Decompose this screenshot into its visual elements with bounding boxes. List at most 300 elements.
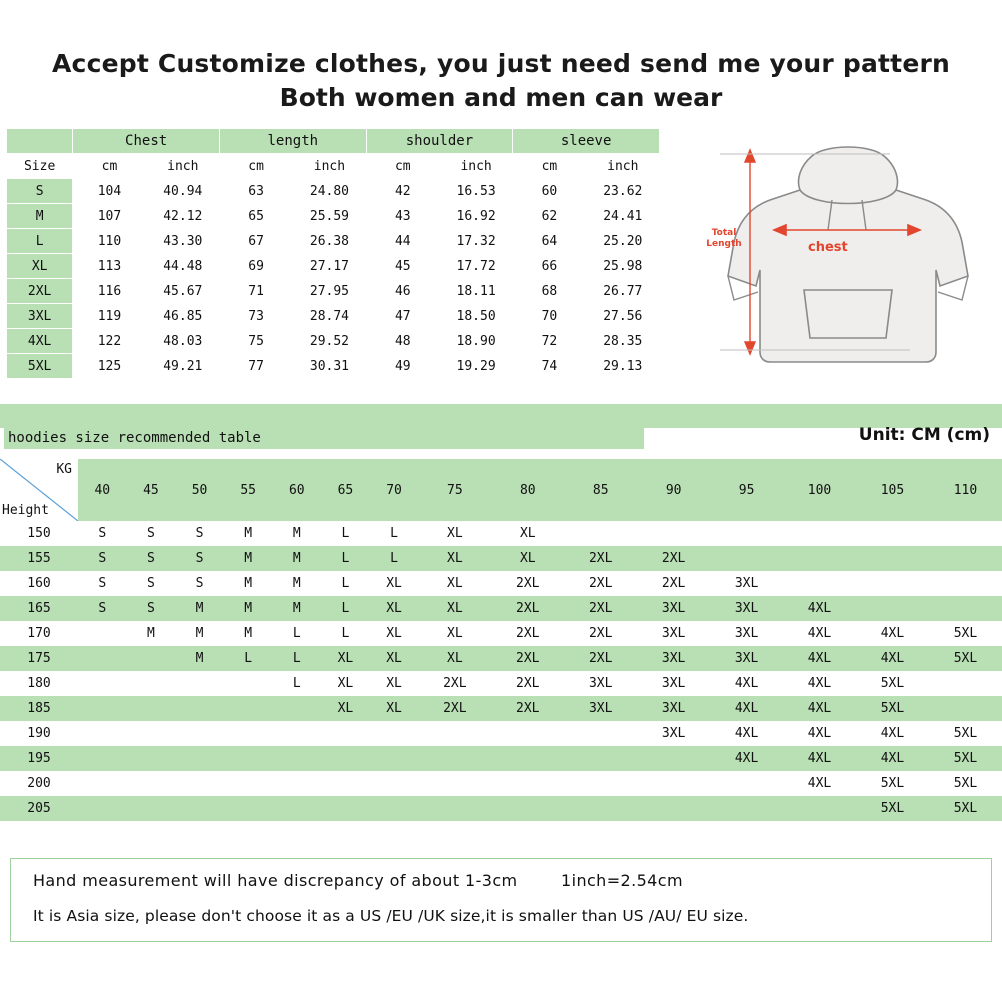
- size-recommend-cell: 4XL: [710, 671, 783, 696]
- recommend-row: [0, 721, 1002, 746]
- size-recommend-cell: 4XL: [710, 721, 783, 746]
- size-recommend-cell: 5XL: [856, 671, 929, 696]
- weight-header-cell: 105: [856, 459, 929, 521]
- size-recommend-cell: 2XL: [418, 671, 491, 696]
- size-recommend-cell: 5XL: [856, 796, 929, 821]
- size-recommend-cell: 3XL: [637, 671, 710, 696]
- size-recommend-cell: M: [273, 521, 322, 546]
- size-recommend-cell: M: [273, 596, 322, 621]
- measure-cell: 19.29: [439, 354, 512, 379]
- measure-cell: 49: [366, 354, 439, 379]
- size-recommend-cell: [491, 771, 564, 796]
- header-shoulder-cm: cm: [366, 154, 439, 179]
- size-recommend-cell: [418, 746, 491, 771]
- group-header-blank: [7, 129, 73, 154]
- inch-conversion-text: 1inch=2.54cm: [561, 871, 683, 890]
- size-recommend-cell: XL: [418, 571, 491, 596]
- size-recommend-cell: [273, 696, 322, 721]
- size-recommend-cell: L: [273, 646, 322, 671]
- size-recommend-cell: L: [321, 521, 370, 546]
- height-cell: 195: [0, 746, 78, 771]
- table-row: [7, 254, 660, 279]
- size-recommend-cell: S: [78, 546, 127, 571]
- size-recommend-cell: [637, 746, 710, 771]
- axis-label-height: Height: [2, 503, 49, 518]
- size-recommend-cell: 5XL: [929, 771, 1002, 796]
- size-recommend-cell: [224, 796, 273, 821]
- size-recommend-cell: 5XL: [929, 746, 1002, 771]
- unit-label: Unit: CM (cm): [858, 425, 990, 445]
- weight-header-cell: 50: [175, 459, 224, 521]
- measure-cell: 30.31: [293, 354, 366, 379]
- size-recommend-cell: [224, 696, 273, 721]
- recommend-row: [0, 621, 1002, 646]
- measure-cell: 17.72: [439, 254, 512, 279]
- size-recommend-cell: [78, 796, 127, 821]
- size-recommend-cell: [564, 721, 637, 746]
- size-recommend-cell: 2XL: [491, 646, 564, 671]
- size-recommend-cell: 4XL: [783, 671, 856, 696]
- measure-cell: 29.13: [586, 354, 659, 379]
- recommend-band: [0, 404, 1002, 428]
- size-recommend-cell: XL: [370, 621, 419, 646]
- weight-header-cell: 85: [564, 459, 637, 521]
- size-recommend-cell: 5XL: [856, 771, 929, 796]
- size-recommend-cell: 2XL: [564, 646, 637, 671]
- group-header-sleeve: sleeve: [513, 129, 660, 154]
- size-recommend-cell: [856, 546, 929, 571]
- weight-header-cell: 70: [370, 459, 419, 521]
- size-recommend-cell: [78, 671, 127, 696]
- size-recommend-cell: [929, 596, 1002, 621]
- group-header-shoulder: shoulder: [366, 129, 513, 154]
- measure-cell: 28.35: [586, 329, 659, 354]
- page-title: [0, 48, 1002, 114]
- measure-cell: 125: [73, 354, 146, 379]
- header-chest-cm: cm: [73, 154, 146, 179]
- disclaimer-line-1: [33, 871, 683, 890]
- measure-cell: 24.41: [586, 204, 659, 229]
- header-size: Size: [7, 154, 73, 179]
- recommend-row: [0, 646, 1002, 671]
- size-recommend-cell: [127, 771, 176, 796]
- recommend-row: [0, 596, 1002, 621]
- axis-corner-cell: [0, 459, 78, 521]
- size-recommend-cell: 4XL: [783, 771, 856, 796]
- size-recommend-cell: [856, 521, 929, 546]
- size-cell: 3XL: [7, 304, 73, 329]
- size-recommend-cell: M: [175, 596, 224, 621]
- recommend-row: [0, 671, 1002, 696]
- size-cell: 5XL: [7, 354, 73, 379]
- size-recommend-cell: M: [127, 621, 176, 646]
- size-recommend-cell: S: [78, 521, 127, 546]
- size-recommend-cell: XL: [418, 621, 491, 646]
- measure-cell: 18.11: [439, 279, 512, 304]
- size-recommend-cell: [127, 696, 176, 721]
- size-recommend-cell: 2XL: [564, 621, 637, 646]
- measure-cell: 69: [219, 254, 292, 279]
- size-recommend-cell: 4XL: [856, 621, 929, 646]
- size-recommend-cell: [78, 746, 127, 771]
- size-recommend-cell: S: [127, 596, 176, 621]
- size-recommend-cell: [127, 671, 176, 696]
- size-recommend-cell: 3XL: [710, 646, 783, 671]
- disclaimer-measurement-text: Hand measurement will have discrepancy of about 1-3cm: [33, 871, 518, 890]
- size-recommend-cell: [710, 521, 783, 546]
- hoodie-diagram: [700, 138, 992, 378]
- recommend-row: [0, 746, 1002, 771]
- weight-header-cell: 80: [491, 459, 564, 521]
- measure-cell: 26.38: [293, 229, 366, 254]
- size-cell: S: [7, 179, 73, 204]
- group-header-chest: Chest: [73, 129, 220, 154]
- measure-cell: 66: [513, 254, 586, 279]
- size-cell: XL: [7, 254, 73, 279]
- measure-cell: 77: [219, 354, 292, 379]
- size-recommend-cell: XL: [418, 546, 491, 571]
- measure-cell: 74: [513, 354, 586, 379]
- size-recommend-cell: [273, 746, 322, 771]
- recommend-row: [0, 696, 1002, 721]
- size-recommend-cell: [491, 746, 564, 771]
- measure-cell: 43.30: [146, 229, 219, 254]
- height-cell: 160: [0, 571, 78, 596]
- weight-header-cell: 75: [418, 459, 491, 521]
- measure-cell: 25.20: [586, 229, 659, 254]
- measure-cell: 107: [73, 204, 146, 229]
- axis-label-kg: KG: [56, 462, 72, 477]
- height-cell: 180: [0, 671, 78, 696]
- size-recommend-cell: [175, 796, 224, 821]
- size-recommend-cell: L: [321, 546, 370, 571]
- disclaimer-note: [10, 858, 992, 942]
- recommend-header-row: [0, 459, 1002, 521]
- size-recommend-cell: 5XL: [929, 721, 1002, 746]
- size-recommend-cell: [710, 546, 783, 571]
- size-recommend-cell: 5XL: [929, 646, 1002, 671]
- measure-cell: 16.92: [439, 204, 512, 229]
- measure-cell: 68: [513, 279, 586, 304]
- measure-cell: 44.48: [146, 254, 219, 279]
- disclaimer-line-2: It is Asia size, please don't choose it as a US /EU /UK size,it is smaller than US /AU/ EU size.: [33, 907, 749, 925]
- size-recommend-cell: XL: [418, 521, 491, 546]
- recommend-title: hoodies size recommended table: [4, 427, 644, 449]
- size-recommend-cell: 3XL: [637, 621, 710, 646]
- measure-cell: 116: [73, 279, 146, 304]
- size-recommend-cell: S: [78, 571, 127, 596]
- size-recommend-cell: [929, 546, 1002, 571]
- size-recommend-cell: 3XL: [564, 696, 637, 721]
- size-recommend-cell: 4XL: [856, 721, 929, 746]
- size-recommend-cell: M: [224, 521, 273, 546]
- size-recommend-cell: L: [370, 546, 419, 571]
- header-sleeve-inch: inch: [586, 154, 659, 179]
- size-recommend-cell: 2XL: [491, 621, 564, 646]
- size-recommend-cell: [78, 721, 127, 746]
- size-recommend-cell: [127, 646, 176, 671]
- measure-cell: 113: [73, 254, 146, 279]
- size-recommend-cell: M: [224, 571, 273, 596]
- size-recommend-cell: [175, 746, 224, 771]
- measure-cell: 44: [366, 229, 439, 254]
- weight-header-cell: 60: [273, 459, 322, 521]
- size-recommend-cell: 5XL: [929, 621, 1002, 646]
- table-row: [7, 229, 660, 254]
- measure-cell: 45.67: [146, 279, 219, 304]
- size-recommend-cell: [273, 721, 322, 746]
- size-recommend-cell: [929, 671, 1002, 696]
- height-cell: 205: [0, 796, 78, 821]
- size-recommend-cell: L: [321, 571, 370, 596]
- size-recommend-cell: [224, 771, 273, 796]
- size-recommend-cell: 4XL: [783, 621, 856, 646]
- weight-header-cell: 100: [783, 459, 856, 521]
- size-recommend-cell: [273, 771, 322, 796]
- measure-cell: 67: [219, 229, 292, 254]
- size-recommend-cell: 2XL: [491, 571, 564, 596]
- measure-cell: 73: [219, 304, 292, 329]
- table-row: [7, 279, 660, 304]
- size-recommend-cell: 4XL: [710, 696, 783, 721]
- size-recommend-cell: [564, 796, 637, 821]
- measure-cell: 43: [366, 204, 439, 229]
- measure-cell: 46: [366, 279, 439, 304]
- size-recommend-cell: [783, 521, 856, 546]
- recommend-row: [0, 521, 1002, 546]
- size-recommend-cell: [418, 721, 491, 746]
- size-recommend-cell: S: [127, 571, 176, 596]
- size-recommend-cell: L: [370, 521, 419, 546]
- size-recommend-cell: [127, 796, 176, 821]
- measure-cell: 65: [219, 204, 292, 229]
- measure-cell: 70: [513, 304, 586, 329]
- weight-header-cell: 95: [710, 459, 783, 521]
- total-length-label: Total Length: [706, 228, 742, 249]
- page-title-line-1: Accept Customize clothes, you just need send me your pattern: [52, 49, 950, 78]
- size-recommend-cell: [783, 571, 856, 596]
- size-recommend-cell: [564, 746, 637, 771]
- size-recommend-cell: L: [321, 621, 370, 646]
- size-recommend-cell: 2XL: [491, 671, 564, 696]
- size-recommend-cell: 3XL: [710, 596, 783, 621]
- size-recommend-cell: [418, 771, 491, 796]
- weight-header-cell: 55: [224, 459, 273, 521]
- measure-cell: 48.03: [146, 329, 219, 354]
- size-recommend-cell: [175, 721, 224, 746]
- size-recommend-cell: [710, 771, 783, 796]
- measure-cell: 122: [73, 329, 146, 354]
- header-chest-inch: inch: [146, 154, 219, 179]
- measure-cell: 28.74: [293, 304, 366, 329]
- size-recommend-cell: S: [127, 521, 176, 546]
- hoodie-illustration-svg: [700, 138, 992, 378]
- size-recommend-cell: 4XL: [856, 746, 929, 771]
- table-row: [7, 304, 660, 329]
- size-recommend-cell: 4XL: [783, 646, 856, 671]
- size-recommend-cell: [224, 721, 273, 746]
- size-recommend-cell: [418, 796, 491, 821]
- size-recommend-cell: 3XL: [637, 696, 710, 721]
- size-recommend-cell: 3XL: [637, 596, 710, 621]
- measure-cell: 16.53: [439, 179, 512, 204]
- measure-cell: 72: [513, 329, 586, 354]
- size-recommend-cell: L: [321, 596, 370, 621]
- size-recommend-cell: 3XL: [637, 646, 710, 671]
- size-recommend-cell: [491, 796, 564, 821]
- size-recommend-cell: [78, 771, 127, 796]
- table-header-groups: [7, 129, 660, 154]
- measure-cell: 75: [219, 329, 292, 354]
- size-recommend-cell: XL: [418, 596, 491, 621]
- size-recommend-cell: [321, 721, 370, 746]
- table-row: [7, 354, 660, 379]
- size-recommend-cell: 2XL: [637, 571, 710, 596]
- measure-cell: 27.95: [293, 279, 366, 304]
- size-recommend-cell: M: [273, 546, 322, 571]
- size-recommend-cell: 3XL: [710, 571, 783, 596]
- size-recommend-cell: M: [273, 571, 322, 596]
- size-recommend-cell: M: [175, 621, 224, 646]
- height-cell: 190: [0, 721, 78, 746]
- measure-cell: 40.94: [146, 179, 219, 204]
- measurement-table: [6, 128, 660, 379]
- size-recommend-cell: [637, 521, 710, 546]
- size-recommend-cell: M: [224, 596, 273, 621]
- size-recommend-cell: [78, 696, 127, 721]
- size-recommend-cell: XL: [321, 696, 370, 721]
- size-recommend-cell: XL: [321, 646, 370, 671]
- size-recommend-cell: [710, 796, 783, 821]
- size-recommend-cell: 4XL: [783, 746, 856, 771]
- size-recommend-cell: 4XL: [783, 596, 856, 621]
- measure-cell: 23.62: [586, 179, 659, 204]
- measure-cell: 42.12: [146, 204, 219, 229]
- size-recommend-cell: XL: [370, 571, 419, 596]
- size-recommend-cell: [370, 746, 419, 771]
- size-recommend-cell: 2XL: [564, 546, 637, 571]
- size-recommend-cell: [783, 796, 856, 821]
- measure-cell: 26.77: [586, 279, 659, 304]
- size-recommend-cell: M: [175, 646, 224, 671]
- size-recommend-cell: [929, 571, 1002, 596]
- size-recommend-cell: 4XL: [783, 696, 856, 721]
- size-recommend-cell: [175, 696, 224, 721]
- table-header-units: [7, 154, 660, 179]
- height-cell: 200: [0, 771, 78, 796]
- measure-cell: 64: [513, 229, 586, 254]
- size-recommend-cell: [370, 771, 419, 796]
- measure-cell: 29.52: [293, 329, 366, 354]
- measure-cell: 119: [73, 304, 146, 329]
- size-recommend-cell: M: [224, 546, 273, 571]
- header-shoulder-inch: inch: [439, 154, 512, 179]
- size-recommend-cell: 3XL: [710, 621, 783, 646]
- recommend-row: [0, 571, 1002, 596]
- size-cell: 4XL: [7, 329, 73, 354]
- size-recommend-cell: XL: [418, 646, 491, 671]
- measure-cell: 18.50: [439, 304, 512, 329]
- size-recommend-cell: [564, 771, 637, 796]
- measure-cell: 25.98: [586, 254, 659, 279]
- table-row: [7, 329, 660, 354]
- size-recommend-cell: S: [78, 596, 127, 621]
- measure-cell: 48: [366, 329, 439, 354]
- measure-cell: 25.59: [293, 204, 366, 229]
- size-recommend-cell: 2XL: [418, 696, 491, 721]
- measure-cell: 63: [219, 179, 292, 204]
- weight-header-cell: 45: [127, 459, 176, 521]
- size-recommend-cell: [929, 696, 1002, 721]
- size-recommend-cell: 2XL: [637, 546, 710, 571]
- table-row: [7, 204, 660, 229]
- weight-header-cell: 90: [637, 459, 710, 521]
- size-recommend-cell: [127, 746, 176, 771]
- size-recommend-cell: XL: [370, 646, 419, 671]
- recommend-row: [0, 546, 1002, 571]
- size-recommend-cell: S: [175, 571, 224, 596]
- size-recommend-cell: L: [273, 671, 322, 696]
- size-recommend-cell: 2XL: [491, 596, 564, 621]
- size-recommend-cell: XL: [370, 696, 419, 721]
- size-recommend-cell: [856, 571, 929, 596]
- measure-cell: 62: [513, 204, 586, 229]
- chest-measure-label: chest: [808, 240, 848, 255]
- size-recommend-cell: 3XL: [637, 721, 710, 746]
- size-recommend-cell: 4XL: [783, 721, 856, 746]
- size-recommend-cell: L: [273, 621, 322, 646]
- measure-cell: 46.85: [146, 304, 219, 329]
- size-recommend-cell: L: [224, 646, 273, 671]
- size-recommend-cell: M: [224, 621, 273, 646]
- size-recommend-cell: 2XL: [491, 696, 564, 721]
- group-header-length: length: [219, 129, 366, 154]
- header-sleeve-cm: cm: [513, 154, 586, 179]
- height-cell: 170: [0, 621, 78, 646]
- size-recommend-cell: 5XL: [856, 696, 929, 721]
- measure-cell: 24.80: [293, 179, 366, 204]
- size-cell: 2XL: [7, 279, 73, 304]
- size-recommend-cell: XL: [370, 596, 419, 621]
- size-recommend-cell: [321, 771, 370, 796]
- measure-cell: 27.17: [293, 254, 366, 279]
- height-cell: 155: [0, 546, 78, 571]
- size-recommend-cell: [564, 521, 637, 546]
- size-recommend-cell: [637, 771, 710, 796]
- size-recommend-cell: [127, 721, 176, 746]
- size-recommend-cell: [856, 596, 929, 621]
- measure-cell: 47: [366, 304, 439, 329]
- measure-cell: 71: [219, 279, 292, 304]
- recommend-row: [0, 771, 1002, 796]
- size-recommend-cell: 4XL: [710, 746, 783, 771]
- size-recommend-cell: [370, 796, 419, 821]
- height-cell: 185: [0, 696, 78, 721]
- weight-header-cell: 65: [321, 459, 370, 521]
- recommend-table: [0, 459, 1002, 821]
- measure-cell: 17.32: [439, 229, 512, 254]
- measure-cell: 45: [366, 254, 439, 279]
- size-recommend-cell: [491, 721, 564, 746]
- height-cell: 165: [0, 596, 78, 621]
- size-cell: L: [7, 229, 73, 254]
- measure-cell: 104: [73, 179, 146, 204]
- table-row: [7, 179, 660, 204]
- size-recommend-cell: [370, 721, 419, 746]
- size-recommend-cell: 3XL: [564, 671, 637, 696]
- size-recommend-cell: 4XL: [856, 646, 929, 671]
- height-cell: 150: [0, 521, 78, 546]
